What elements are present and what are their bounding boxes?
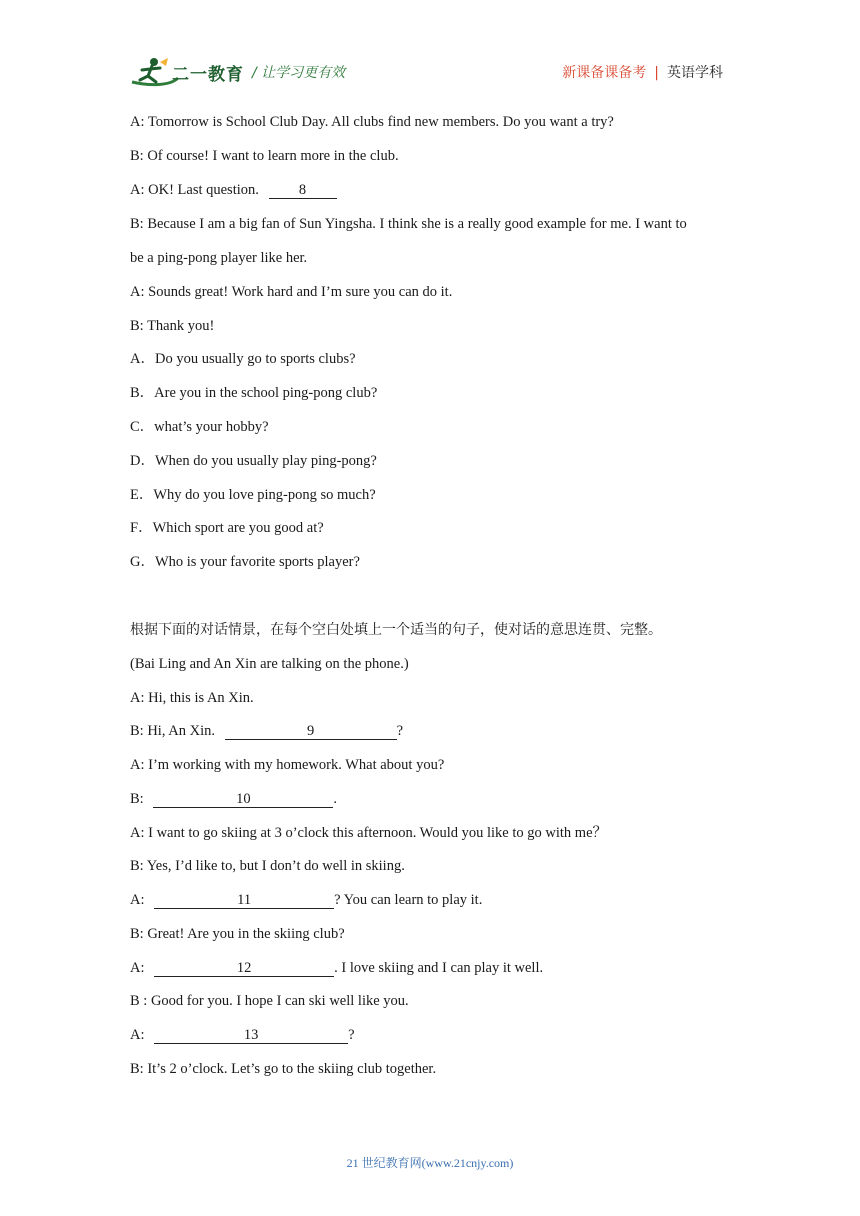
brand-name: 二一教育 [172, 65, 244, 85]
answer-blank-9[interactable]: 9 [225, 723, 397, 740]
dialogue-line: A: I’m working with my homework. What about you? [130, 757, 445, 773]
question-10-line [130, 789, 730, 809]
dialogue-line: A: Hi, this is An Xin. [130, 690, 254, 706]
brand-slogan: / 让学习更有效 [252, 65, 346, 81]
question-12-line [130, 958, 730, 978]
dialogue-line: B: Thank you! [130, 318, 215, 334]
dialogue-line: B : Good for you. I hope I can ski well like you. [130, 993, 409, 1009]
header-subject: 英语学科 [667, 65, 723, 81]
header-separator: | [654, 65, 659, 81]
question-12-prefix: A: [130, 960, 145, 976]
dialogue-line: A: Tomorrow is School Club Day. All clubs find new members. Do you want a try? [130, 114, 614, 130]
header-right [562, 62, 723, 82]
dialogue-line: B: It’s 2 o’clock. Let’s go to the skiing club together. [130, 1061, 437, 1077]
answer-blank-12[interactable]: 12 [154, 960, 334, 977]
question-8-prefix: A: OK! Last question. [130, 182, 259, 198]
dialogue-line: B: Great! Are you in the skiing club? [130, 926, 345, 942]
question-9-prefix: B: Hi, An Xin. [130, 723, 215, 739]
question-13-prefix: A: [130, 1027, 145, 1043]
option-e: E．Why do you love ping-pong so much? [130, 487, 376, 503]
option-f: F．Which sport are you good at? [130, 520, 324, 536]
answer-blank-13[interactable]: 13 [154, 1027, 348, 1044]
question-13-line [130, 1025, 730, 1045]
question-11-line [130, 890, 730, 910]
answer-blank-8[interactable]: 8 [269, 182, 337, 199]
page-footer[interactable]: 21 世纪教育网(www.21cnjy.com) [346, 1156, 514, 1170]
question-10-suffix: . [333, 791, 337, 807]
dialogue-line: B: Because I am a big fan of Sun Yingsha. I think she is a really good example for me. I want to [130, 216, 687, 232]
question-13-suffix: ? [348, 1027, 355, 1043]
dialogue-context: (Bai Ling and An Xin are talking on the phone.) [130, 656, 409, 672]
section-instruction: 根据下面的对话情景，在每个空白处填上一个适当的句子，使对话的意思连贯、完整。 [130, 622, 662, 638]
dialogue-line: A: I want to go skiing at 3 o’clock this afternoon. Would you like to go with me？ [130, 825, 607, 841]
dialogue-line: B: Yes, I’d like to, but I don’t do well in skiing. [130, 858, 405, 874]
answer-blank-10[interactable]: 10 [153, 791, 333, 808]
dialogue-line: be a ping-pong player like her. [130, 250, 308, 266]
answer-blank-11[interactable]: 11 [154, 892, 334, 909]
question-11-suffix: ? You can learn to play it. [334, 892, 483, 908]
option-b: B．Are you in the school ping-pong club? [130, 385, 378, 401]
question-8-line [130, 180, 730, 200]
question-9-line [130, 721, 730, 741]
page-header [0, 0, 860, 100]
option-a: A．Do you usually go to sports clubs? [130, 351, 356, 367]
question-11-prefix: A: [130, 892, 145, 908]
dialogue-line: A: Sounds great! Work hard and I’m sure you can do it. [130, 284, 453, 300]
header-category: 新课备课备考 [562, 65, 647, 81]
dialogue-line: B: Of course! I want to learn more in the club. [130, 148, 399, 164]
option-c: C．what’s your hobby? [130, 419, 269, 435]
option-d: D．When do you usually play ping-pong? [130, 453, 377, 469]
question-9-suffix: ? [396, 723, 404, 739]
question-10-prefix: B: [130, 791, 144, 807]
question-12-suffix: . I love skiing and I can play it well. [334, 960, 544, 976]
option-g: G．Who is your favorite sports player? [130, 554, 360, 570]
